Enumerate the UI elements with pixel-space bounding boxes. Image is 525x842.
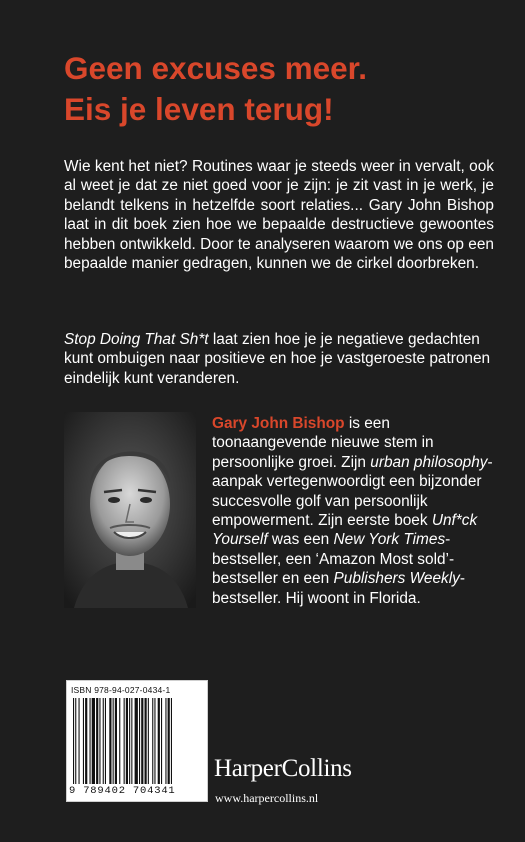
barcode-bar xyxy=(99,698,100,784)
barcode-bars xyxy=(73,698,201,784)
barcode-bar xyxy=(96,698,98,784)
barcode-bar xyxy=(115,698,117,784)
barcode-bar xyxy=(103,698,104,784)
bio-text-2: -aanpak vertegenwoordigt een bijzonder succesvolle golf van persoonlijk empowerment. Zijn eerste boek xyxy=(212,453,493,530)
barcode-bar xyxy=(141,698,143,784)
barcode-bar xyxy=(135,698,138,784)
barcode-bar xyxy=(158,698,160,784)
barcode-number: 9 789402 704341 xyxy=(69,785,176,797)
isbn-label: ISBN 978-94-027-0434-1 xyxy=(71,685,171,695)
book-title: Stop Doing That Sh*t xyxy=(64,331,209,348)
blurb-paragraph: Wie kent het niet? Routines waar je steeds weer in vervalt, ook al weet je dat ze niet goed voor je zijn: je zit vast in je werk, je belandt telkens in hetzelfde soort relaties... Gary John Bishop laat in dit boek zien hoe we bepaalde destructieve gewoontes hebben ontwikkeld. Door te analyseren waarom we ons op een bepaalde manier gedragen, kunnen we de cirkel doorbreken. xyxy=(64,158,494,273)
bio-italic-1: urban philosophy xyxy=(370,453,488,471)
barcode-bar xyxy=(113,698,114,784)
bio-text-1: is een toonaangevende nieuwe stem in persoonlijke groei. Zijn xyxy=(212,415,434,471)
barcode-bar xyxy=(79,698,80,784)
barcode-bar xyxy=(145,698,147,784)
author-photo xyxy=(64,412,196,608)
bio-text-4: -bestseller, een ‘Amazon Most sold’-bestseller en een xyxy=(212,531,455,588)
barcode-bar xyxy=(73,698,74,784)
barcode-bar xyxy=(139,698,140,784)
barcode-bar xyxy=(85,698,87,784)
publisher-website: www.harpercollins.nl xyxy=(215,791,319,805)
barcode-bar xyxy=(92,698,95,784)
barcode-bar xyxy=(105,698,106,784)
bio-italic-2: Unf*ck Yourself xyxy=(212,512,478,549)
barcode-bar xyxy=(171,698,172,784)
barcode-bar xyxy=(126,698,128,784)
isbn-barcode xyxy=(66,680,208,802)
bio-text-5: -bestseller. Hij woont in Florida. xyxy=(212,570,465,607)
barcode-bar xyxy=(83,698,84,784)
headline-line-1: Geen excuses meer. xyxy=(64,50,367,86)
bio-italic-4: Publishers Weekly xyxy=(333,570,460,588)
blurb-2-text: laat zien hoe je je negatieve gedachten kunt ombuigen naar positieve en hoe je vastgeroeste patronen eindelijk kunt veranderen. xyxy=(64,331,491,387)
headline-line-2: Eis je leven terug! xyxy=(64,91,334,127)
barcode-bar xyxy=(168,698,170,784)
author-name: Gary John Bishop xyxy=(212,415,345,432)
headline xyxy=(64,48,484,130)
barcode-bar xyxy=(131,698,132,784)
barcode-bar xyxy=(154,698,155,784)
barcode-bar xyxy=(75,698,76,784)
author-portrait-image xyxy=(64,412,196,608)
barcode-bar xyxy=(129,698,130,784)
author-bio xyxy=(212,414,502,608)
bio-text-3: was een xyxy=(267,531,334,549)
barcode-bar xyxy=(90,698,91,784)
barcode-bar xyxy=(152,698,153,784)
barcode-bar xyxy=(148,698,149,784)
barcode-bar xyxy=(124,698,125,784)
barcode-bar xyxy=(165,698,166,784)
blurb-paragraph-2 xyxy=(64,330,494,388)
barcode-bar xyxy=(119,698,120,784)
barcode-bar xyxy=(109,698,111,784)
bio-italic-3: New York Times xyxy=(333,531,446,549)
barcode-bar xyxy=(161,698,162,784)
publisher-logo: HarperCollins xyxy=(214,755,352,782)
